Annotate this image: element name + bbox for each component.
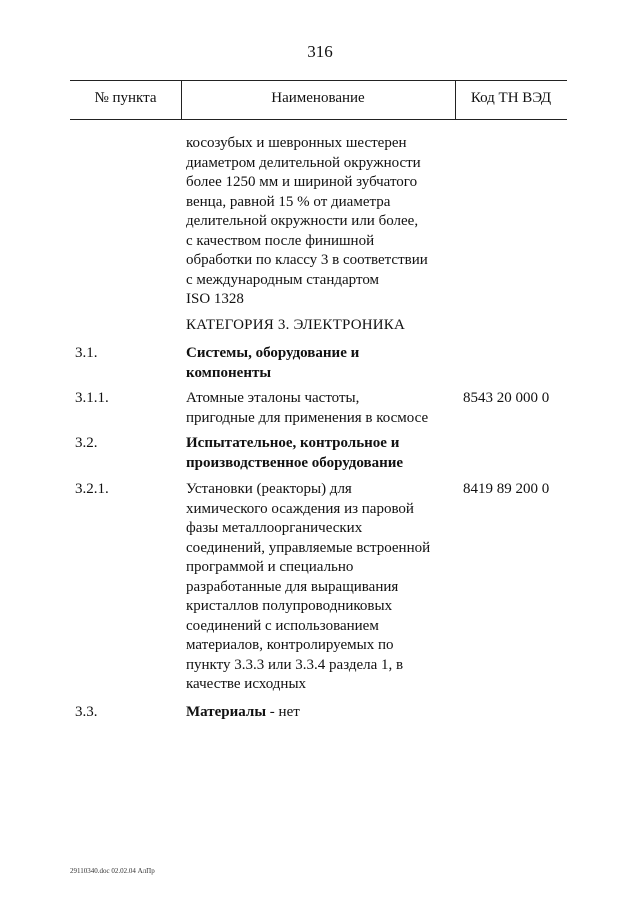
continuation-line: с международным стандартом — [186, 271, 380, 288]
row-number: 3.2. — [75, 435, 98, 451]
continuation-line: делительной окружности или более, — [186, 213, 419, 229]
row-name-line: Установки (реакторы) для — [186, 481, 352, 497]
row-name-line: Испытательное, контрольное и — [186, 435, 400, 451]
page-number: 316 — [307, 42, 333, 61]
continuation-line: венца, равной 15 % от диаметра — [186, 193, 391, 210]
row-name-line: химического осаждения из паровой — [186, 500, 414, 517]
row-name-line: Атомные эталоны частоты, — [186, 390, 360, 406]
row-name-line: материалов, контролируемых по — [186, 637, 394, 653]
continuation-line: диаметром делительной окружности — [186, 154, 421, 171]
row-name — [186, 344, 471, 383]
header-bottom-line — [70, 119, 567, 120]
row-name — [186, 434, 471, 473]
row-number: 3.2.1. — [75, 481, 109, 497]
continuation-line: более 1250 мм и шириной зубчатого — [186, 174, 418, 190]
header-col-name: Наименование — [271, 90, 365, 106]
header-col-code: Код ТН ВЭД — [470, 90, 552, 106]
row-name-line: программой и специально — [186, 559, 354, 575]
row-name — [186, 703, 471, 723]
document-footer: 29110340.doc 02.02.04 АлПр — [70, 867, 155, 875]
category-title: КАТЕГОРИЯ 3. ЭЛЕКТРОНИКА — [186, 317, 406, 333]
row-name-line: пригодные для применения в космосе — [186, 409, 429, 426]
row-name-rest: - нет — [266, 704, 300, 720]
row-name-line: соединений, управляемые встроенной — [186, 539, 431, 556]
row-name-line: компоненты — [186, 364, 272, 381]
row-code: 8543 20 000 0 — [463, 390, 550, 406]
header-top-line — [70, 80, 567, 81]
header-col-number: № пункта — [94, 90, 157, 106]
row-name-line: качестве исходных — [186, 676, 307, 692]
continuation-line: косозубых и шевронных шестерен — [186, 135, 407, 151]
row-name-line: разработанные для выращивания — [186, 578, 399, 595]
row-name-line: фазы металлоорганических — [186, 520, 363, 536]
continuation-line: с качеством после финишной — [186, 232, 375, 249]
row-name-line: Системы, оборудование и — [186, 345, 360, 361]
continuation-line: обработки по классу 3 в соответствии — [186, 252, 428, 268]
row-name-line: производственное оборудование — [186, 454, 404, 471]
row-name-line: соединений с использованием — [186, 617, 379, 634]
row-number: 3.3. — [75, 704, 98, 720]
row-name-line: кристаллов полупроводниковых — [186, 598, 393, 614]
row-name-line: пункту 3.3.3 или 3.3.4 раздела 1, в — [186, 656, 404, 673]
continuation-text — [186, 134, 466, 310]
row-number: 3.1. — [75, 345, 98, 361]
row-name — [186, 480, 471, 695]
continuation-line: ISO 1328 — [186, 291, 244, 307]
row-name — [186, 389, 471, 428]
row-code: 8419 89 200 0 — [463, 481, 550, 497]
row-number: 3.1.1. — [75, 390, 109, 406]
row-name-bold: Материалы — [186, 704, 267, 720]
